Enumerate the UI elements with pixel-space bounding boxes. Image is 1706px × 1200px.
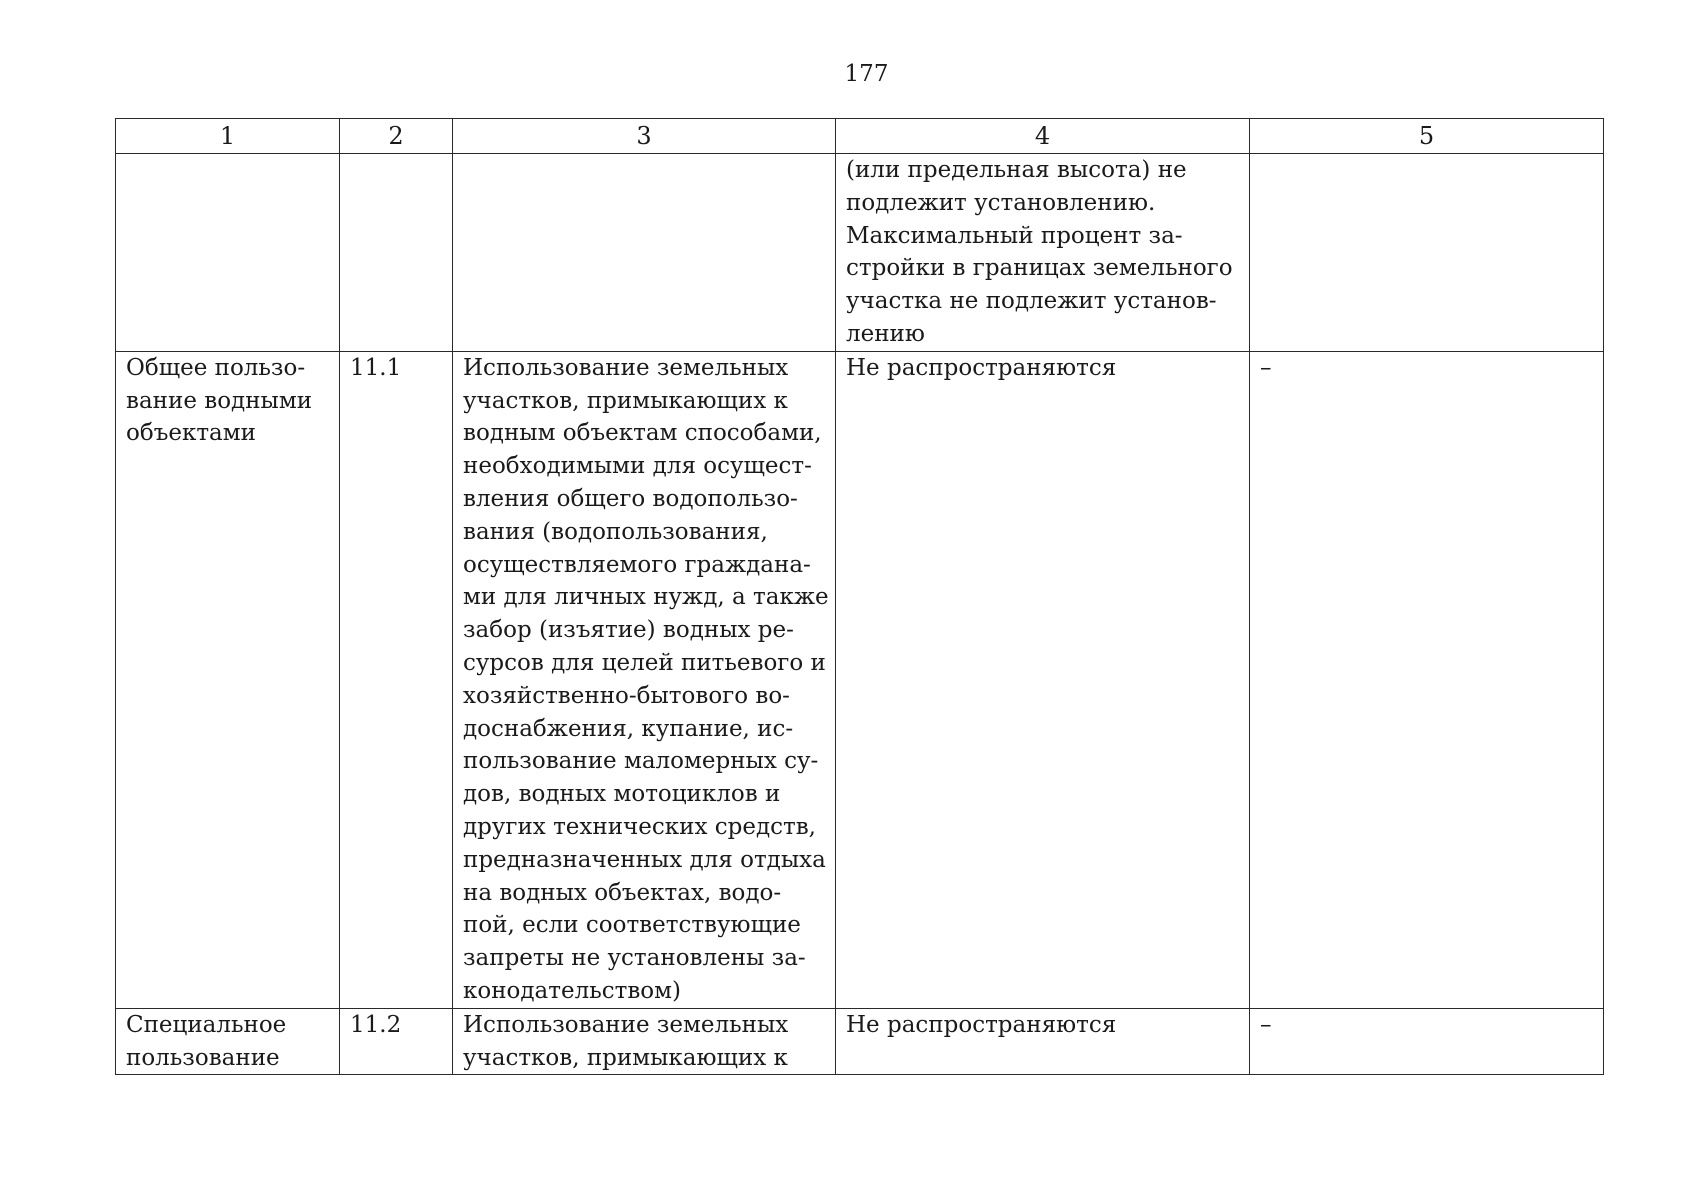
cell-description — [453, 351, 836, 1008]
cell-text-line: необходимыми для осущест- — [463, 453, 812, 480]
cell-text-line: пользование маломерных су- — [463, 748, 819, 775]
cell-text-line: Максимальный процент за- — [846, 222, 1183, 249]
cell-parameters — [836, 1008, 1250, 1075]
cell-text-line: – — [1260, 354, 1272, 381]
cell-text-line: участков, примыкающих к — [463, 1044, 788, 1071]
cell-text-line: ми для личных нужд, а также — [463, 584, 829, 611]
cell-text-line: хозяйственно-бытового во- — [463, 682, 790, 709]
cell-text-line: участка не подлежит установ- — [846, 288, 1217, 315]
cell-text-line: Общее пользо- — [126, 354, 306, 381]
cell-parameters — [836, 154, 1250, 352]
cell-text-line: пользование — [126, 1044, 280, 1071]
cell-text-line: предназначенных для отдыха — [463, 846, 826, 873]
cell-text-line: других технических средств, — [463, 813, 816, 840]
cell-text-line: вления общего водопользо- — [463, 485, 798, 512]
cell-text-line: лению — [846, 320, 925, 347]
cell-text-line: водным объектам способами, — [463, 420, 822, 447]
cell-text-line: стройки в границах земельного — [846, 255, 1233, 282]
cell-name — [116, 351, 340, 1008]
cell-text-line: пой, если соответствующие — [463, 912, 801, 939]
table-row-11-2 — [116, 1008, 1604, 1075]
header-col-5: 5 — [1250, 119, 1604, 154]
header-col-1: 1 — [116, 119, 340, 154]
cell-text-line: осуществляемого граждана- — [463, 551, 811, 578]
table-row-11-1 — [116, 351, 1604, 1008]
cell-text-line: на водных объектах, водо- — [463, 879, 782, 906]
cell-text-line: объектами — [126, 420, 256, 447]
cell-text-line: вания (водопользования, — [463, 518, 768, 545]
land-use-table — [115, 118, 1604, 1075]
cell-code — [340, 351, 453, 1008]
cell-text-line: Не распространяются — [846, 354, 1117, 381]
page-number: 177 — [844, 61, 889, 87]
cell-text-line: Не распространяются — [846, 1011, 1117, 1038]
cell-text-line: запреты не установлены за- — [463, 945, 806, 972]
cell-name — [116, 1008, 340, 1075]
cell-text-line: конодательством) — [463, 977, 682, 1004]
cell-text-line: участков, примыкающих к — [463, 387, 788, 414]
cell-code — [340, 1008, 453, 1075]
cell-restrictions — [1250, 351, 1604, 1008]
cell-text-line: Использование земельных — [463, 354, 789, 381]
cell-text-line: Использование земельных — [463, 1011, 789, 1038]
cell-text-line: забор (изъятие) водных ре- — [463, 617, 794, 644]
header-col-3: 3 — [453, 119, 836, 154]
header-col-2: 2 — [340, 119, 453, 154]
cell-text-line: вание водными — [126, 387, 313, 414]
cell-text-line: 11.2 — [350, 1011, 402, 1038]
cell-text-line: – — [1260, 1011, 1272, 1038]
cell-text-line: Специальное — [126, 1011, 287, 1038]
cell-text-line: сурсов для целей питьевого и — [463, 649, 826, 676]
cell-code — [340, 154, 453, 352]
cell-restrictions — [1250, 154, 1604, 352]
cell-text-line: дов, водных мотоциклов и — [463, 781, 781, 808]
cell-text-line: (или предельная высота) не — [846, 157, 1187, 183]
header-row — [116, 119, 1604, 154]
cell-parameters — [836, 351, 1250, 1008]
cell-text-line: доснабжения, купание, ис- — [463, 715, 794, 742]
header-col-4: 4 — [836, 119, 1250, 154]
table-row-continuation — [116, 154, 1604, 352]
cell-text-line: подлежит установлению. — [846, 189, 1156, 216]
cell-description — [453, 154, 836, 352]
cell-description — [453, 1008, 836, 1075]
cell-text-line: 11.1 — [350, 354, 402, 381]
cell-name — [116, 154, 340, 352]
cell-restrictions — [1250, 1008, 1604, 1075]
